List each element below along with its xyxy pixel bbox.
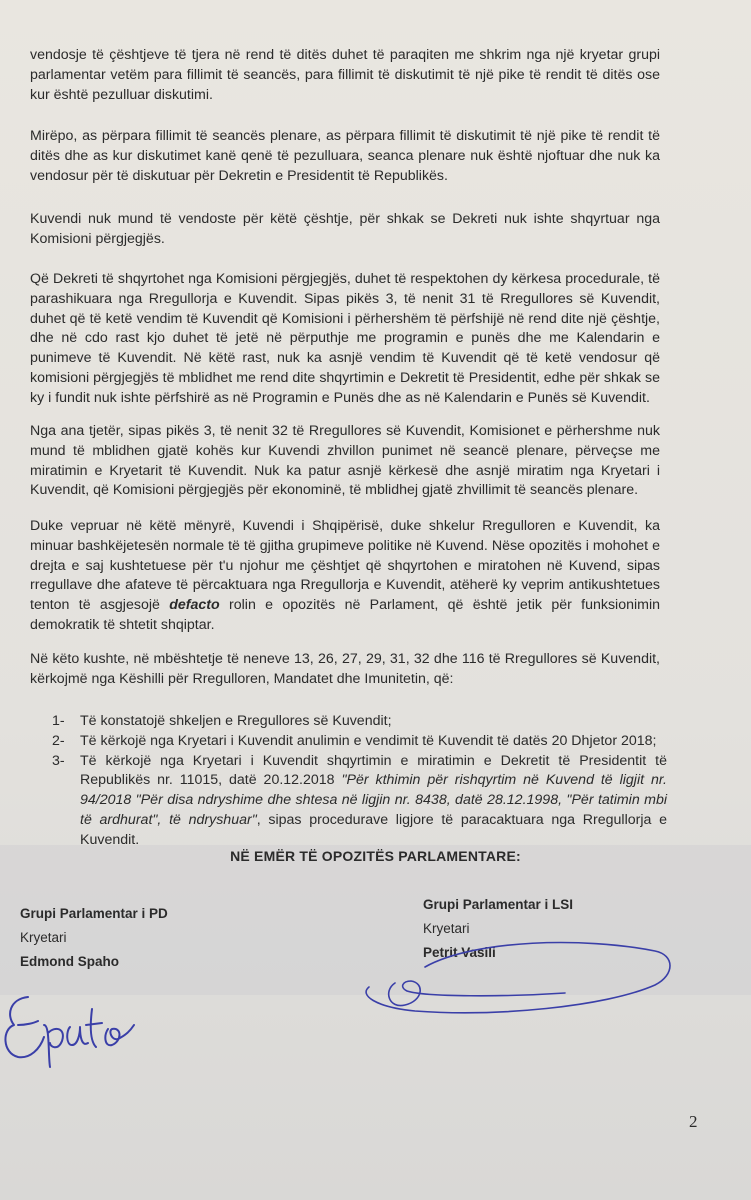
- paragraph-3: Kuvendi nuk mund të vendoste për këtë çështje, për shkak se Dekreti nuk ishte shqyrtuar nga Komisioni përgjegjës.: [30, 211, 660, 247]
- right-person-name: Petrit Vasili: [423, 945, 496, 960]
- list-item: [52, 712, 667, 732]
- right-handwritten-signature: [355, 925, 680, 1030]
- paragraph-2: Mirëpo, as përpara fillimit të seancës plenare, as përpara fillimit të diskutimit të një pike të rendit të ditës dhe as kur diskutimet kanë qenë të pezulluara, seanca plenare nuk është njoftuar dhe nuk ka vendosur për të diskutuar për Dekretin e Presidentit të Republikës.: [30, 128, 660, 184]
- defacto-word: defacto: [169, 597, 220, 614]
- list-item: [52, 752, 667, 851]
- paragraph-1: vendosje të çështjeve të tjera në rend të ditës duhet të paraqiten me shkrim nga një kryetar grupi parlamentar vetëm para fillimit të seancës, para fillimit të diskutimit të një pike të rendit të ditës ose kur është pezulluar diskutimi.: [30, 47, 660, 103]
- list-item-text: Të kërkojë nga Kryetari i Kuvendit anulimin e vendimit të Kuvendit të datës 20 Dhjetor 2018;: [80, 732, 657, 749]
- list-item-text-b: , sipas procedurave ligjore të paracaktuara nga Rregullorja e Kuvendit.: [80, 811, 667, 848]
- list-item-number: 2-: [52, 732, 65, 749]
- left-handwritten-signature: [0, 985, 150, 1075]
- left-person-name: Edmond Spaho: [20, 954, 119, 969]
- list-item-number: 1-: [52, 713, 65, 729]
- paragraph-6-tail: rolin e opozitës në Parlament, që është jetik për funksionimin demokratik të shtetit shqiptar.: [30, 597, 661, 633]
- list-item-number: 3-: [52, 752, 65, 769]
- list-item-text: Të konstatojë shkeljen e Rregullores së Kuvendit;: [80, 713, 392, 729]
- paragraph-7: Në këto kushte, në mbështetje të neneve 13, 26, 27, 29, 31, 32 dhe 116 të Rregullores së Kuvendit, kërkojmë nga Këshilli për Rregulloren, Mandatet dhe Imunitetin, që:: [30, 651, 660, 687]
- left-group-name: Grupi Parlamentar i PD: [20, 906, 168, 921]
- paragraph-5: Nga ana tjetër, sipas pikës 3, të nenit 32 të Rregullores së Kuvendit, Komisionet e përhershme nuk mund të mblidhen gjatë kohës kur Kuvendi zhvillon punimet në seancë plenare, përveçse me miratimin e Kryetarit të Kuvendit. Nuk ka patur asnjë kërkesë dhe asnjë miratim nga Kryetari i Kuvendit, që Komisioni përgjegjës për ekonominë, të mblidhej gjatë zhvillimit të seancës plenare.: [30, 423, 660, 499]
- left-role: Kryetari: [20, 930, 67, 945]
- paragraph-6-text: Duke vepruar në këtë mënyrë, Kuvendi i Shqipërisë, duke shkelur Rregulloren e Kuvendit, ka minuar bashkëjetesën normale të të gjitha grupimeve politike në Kuvend. Nëse opozitës i mohohet e drejta e saj kushtetuese për t'u njohur me çështjet që shqyrtohen e miratohen në Kuvend, sipas rregullave dhe afateve të përcaktuara nga Rregullorja e Kuvendit, atëherë ky veprim antikushtetues tenton të asgjesojë: [30, 518, 660, 614]
- paragraph-6: [30, 517, 660, 636]
- page-number: 2: [689, 1112, 698, 1131]
- law-title: "Për kthimin për rishqyrtim në Kuvend të ligjit nr. 94/2018 "Për disa ndryshime dhe shtesa në ligjin nr. 8438, datë 28.12.1998, "Për tatimin mbi të ardhurat", të ndryshuar": [80, 772, 667, 828]
- signatory-heading: NË EMËR TË OPOZITËS PARLAMENTARE:: [230, 848, 521, 864]
- left-signatory: [20, 902, 168, 974]
- list-item-text: [80, 752, 667, 851]
- list-item-text-a: Të kërkojë nga Kryetari i Kuvendit shqyrtimin e miratimin e Dekretit të Presidentit të Republikës nr. 11015, datë 20.12.2018: [80, 752, 667, 789]
- list-item: [52, 732, 667, 752]
- right-role: Kryetari: [423, 921, 470, 936]
- paragraph-4: Që Dekreti të shqyrtohet nga Komisioni përgjegjës, duhet të respektohen dy kërkesa procedurale, të parashikuara nga Rregullorja e Kuvendit. Sipas pikës 3, të nenit 31 të Rregullores së Kuvendit, duhet që të ketë vendim të Kuvendit që Komisioni i përhershëm të përfshijë në rend dite një çështje, dhe në cdo rast kjo duhet të jetë në përputhje me programin e punës dhe me Kalendarin e punimeve të Kuvendit. Në këtë rast, nuk ka asnjë vendim të Kuvendit që të ketë vendosur që komisioni përgjegjës të mblidhet me rend dite shqyrtimin e Dekretit të Presidentit, edhe për shkak se ky i fundit nuk ishte përfshirë as në Programin e Punës dhe as në Kalendarin e Punës së Kuvendit.: [30, 271, 660, 406]
- right-group-name: Grupi Parlamentar i LSI: [423, 897, 574, 912]
- requests-list: [52, 712, 667, 851]
